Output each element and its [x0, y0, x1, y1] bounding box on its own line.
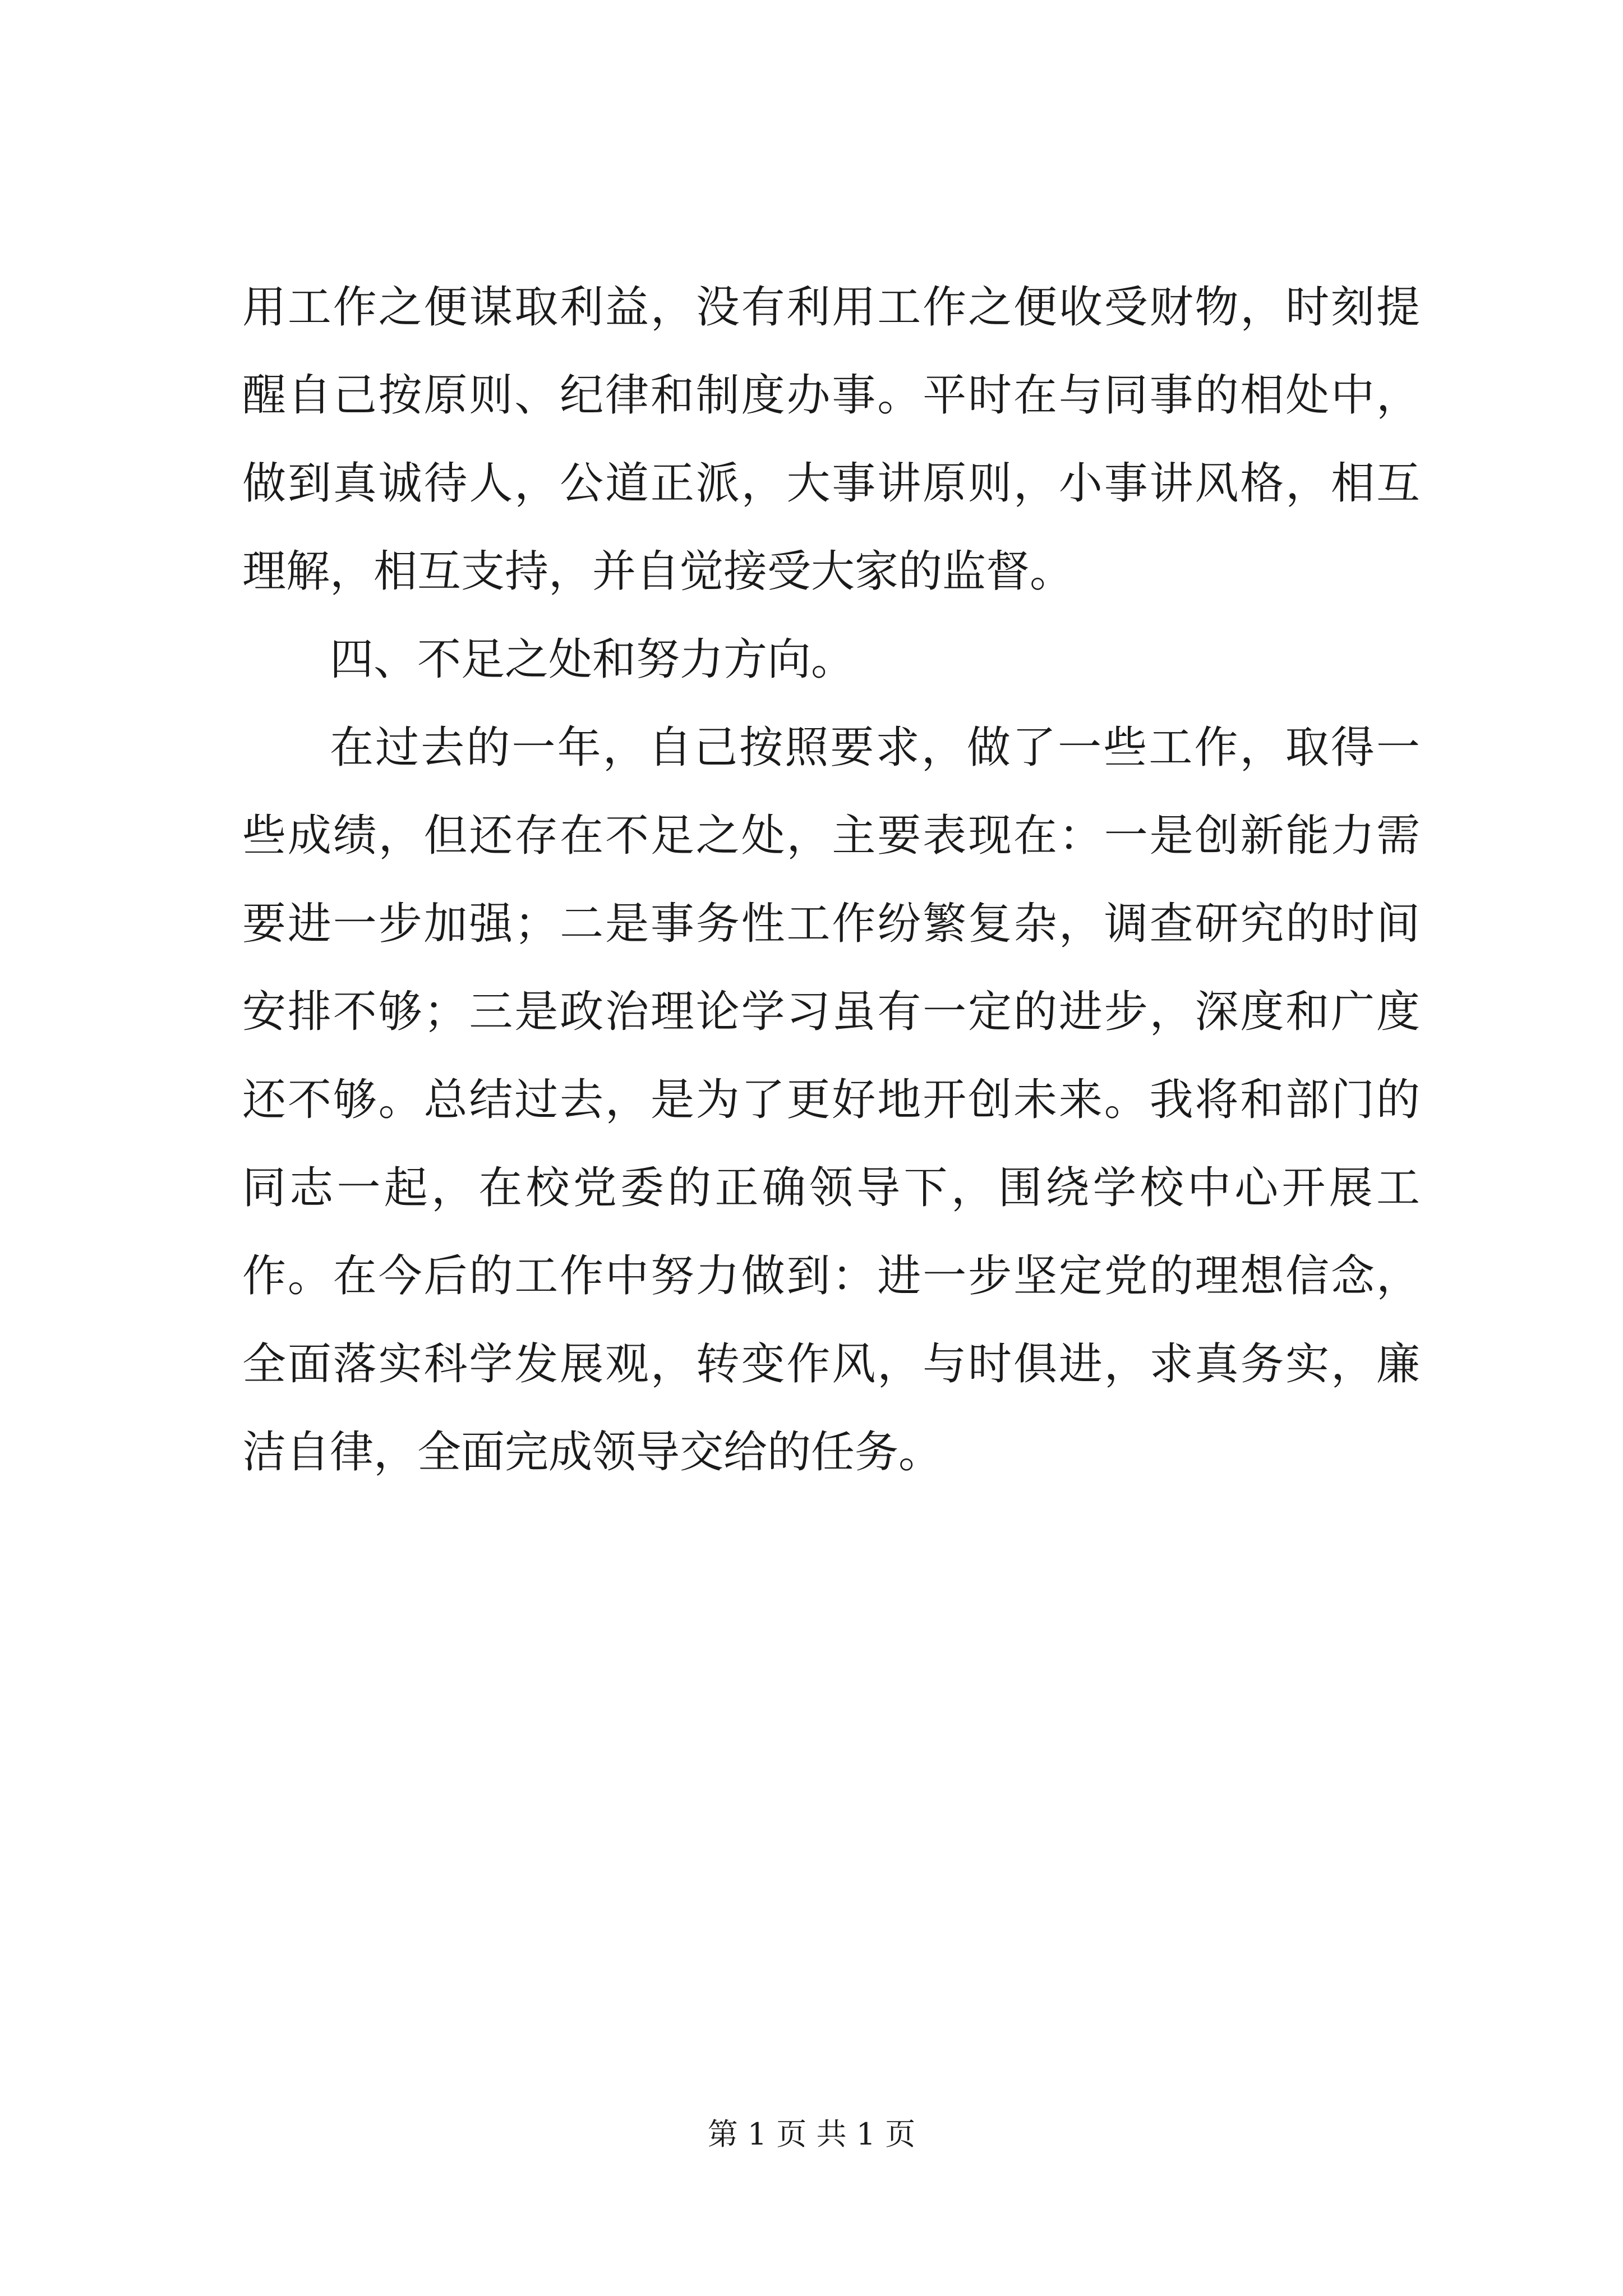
paragraph-summary: 在过去的一年，自己按照要求，做了一些工作，取得一些成绩，但还存在不足之处，主要表现在：一是创新能力需要进一步加强；二是事务性工作纷繁复杂，调查研究的时间安排不够；三是政治理论学习虽有一定的进步，深度和广度还不够。总结过去，是为了更好地开创未来。我将和部门的同志一起，在校党委的正确领导下，围绕学校中心开展工作。在今后的工作中努力做到：进一步坚定党的理想信念，全面落实科学发展观，转变作风，与时俱进，求真务实，廉洁自律，全面完成领导交给的任务。 [242, 723, 1420, 1478]
paragraph-continuation: 用工作之便谋取利益，没有利用工作之便收受财物，时刻提醒自己按原则、纪律和制度办事。平时在与同事的相处中，做到真诚待人，公道正派，大事讲原则，小事讲风格，相互理解，相互支持，并自觉接受大家的监督。 [242, 282, 1420, 597]
page-footer: 第 1 页 共 1 页 [707, 2116, 916, 2152]
document-body [242, 264, 1420, 1497]
section-heading: 四、不足之处和努力方向。 [330, 634, 855, 685]
